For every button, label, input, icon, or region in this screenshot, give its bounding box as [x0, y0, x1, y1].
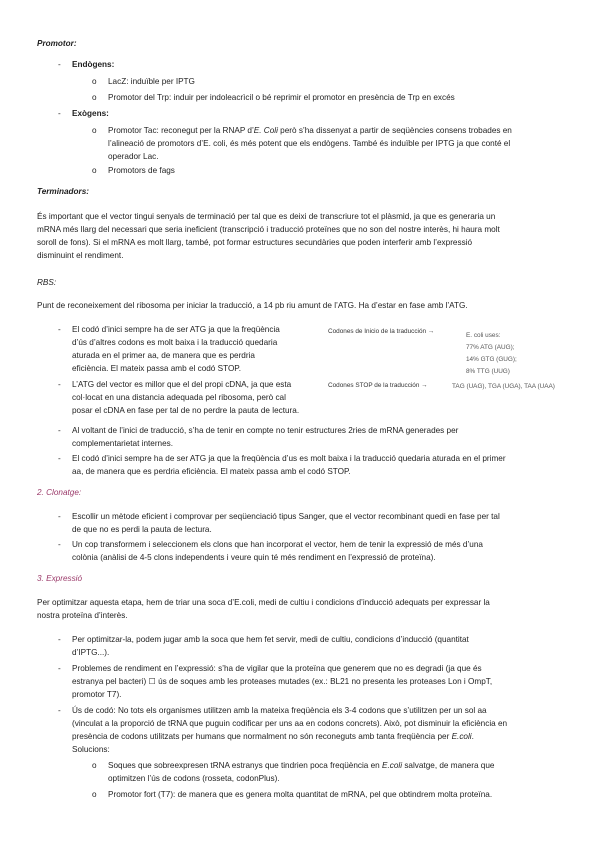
bullet-dash: - [58, 60, 61, 69]
solucio-1-l2: optimitzen l’ús de codons (rosseta, codonPlus). [108, 774, 280, 783]
rbs-b1-l3: aturada en el primer aa, de manera que es perdria [72, 351, 255, 360]
gtg-freq: 14% GTG (GUG); [466, 356, 517, 363]
clonatge-b1-l1: Escollir un mètode eficient i comprovar per seqüenciació tipus Sanger, que el vector recombinant quedi en fase per tal [72, 512, 500, 521]
start-codons-label: Codones de Inicio de la traducción → [328, 328, 435, 335]
stop-codons-label: Codones STOP de la traducción → [328, 382, 428, 389]
ttg-freq: 8% TTG (UUG) [466, 368, 510, 375]
terminadors-line-1: És important que el vector tingui senyals de terminació per tal que es deixi de transcriure tot el plàsmid, ja que es generaria un [37, 212, 496, 221]
rbs-b1-l2: d’ús d’altres codons es molt baixa i la traducció quedaria [72, 338, 278, 347]
tac-line-2: l’alineació de promotors d’E. coli, és més potent que els endògens. També és induïble per IPTG ja que conté el [108, 139, 511, 148]
bullet-dash: - [58, 635, 61, 644]
b3-l3-text: presència de codons utilitzats per humans que normalment no són reconeguts amb tanta freqüència per [72, 732, 452, 741]
terminadors-line-3: soroll de fons). Si el mRNA es molt llarg, també, pot formar estructures secundàries que poden interferir amb l’expressió [37, 238, 473, 247]
clonatge-b2-l2: colònia (anàlisi de 4-5 clons independents i veure quin té més rendiment en l’expressió de proteïna). [72, 553, 436, 562]
bullet-dash: - [58, 454, 61, 463]
tac-line-3: operador Lac. [108, 152, 159, 161]
expressio-b3-l1: Ús de codó: No tots els organismes utilitzen amb la mateixa freqüència els 3-4 codons que s’utilitzen per un sol aa [72, 706, 487, 715]
rbs-b3-l1: Al voltant de l’inici de traducció, s’ha de tenir en compte no tenir estructures 2ries de mRNA generades per [72, 426, 459, 435]
bullet-dash: - [58, 380, 61, 389]
bullet-circle: o [92, 126, 97, 135]
solucio-2-l1: Promotor fort (T7): de manera que es genera molta quantitat de mRNA, pel que obtindrem molta proteïna. [108, 790, 493, 799]
bullet-dash: - [58, 426, 61, 435]
solucio-1-l1 [108, 759, 494, 772]
endogens-item-1: LacZ: induïble per IPTG [108, 77, 195, 86]
expressio-b3-l2: (vinculat a la proporció de tRNA que puguin codificar per uns aa en codons concrets). Això, pot disminuir la eficiència en [72, 719, 508, 728]
tac-rest: però s’ha dissenyat a partir de seqüències consens trobades en [277, 126, 512, 135]
rbs-b3-l2: complementarietat internes. [72, 439, 174, 448]
b3-l3-em: E.coli [451, 732, 472, 741]
rbs-b4-l2: aa, de manera que es perdria eficiència. El mateix passa amb el codó STOP. [72, 467, 351, 476]
clonatge-heading: 2. Clonatge: [37, 488, 82, 497]
s1-em: E.coli [382, 761, 403, 770]
rbs-b1-l1: El codó d’inici sempre ha de ser ATG ja que la freqüència [72, 325, 280, 334]
endogens-item-2: Promotor del Trp: induir per indoleacrìcil o bé reprimir el promotor en presència de Trp en excés [108, 93, 455, 102]
expressio-heading: 3. Expressió [37, 574, 83, 583]
atg-freq: 77% ATG (AUG); [466, 344, 515, 351]
expressio-b3-l4: Solucions: [72, 745, 110, 754]
bullet-circle: o [92, 790, 97, 799]
fags-item: Promotors de fags [108, 166, 175, 175]
rbs-b2-l1: L’ATG del vector es millor que el del propi cDNA, ja que esta [72, 380, 292, 389]
rbs-heading: RBS: [37, 278, 57, 287]
expressio-b1-l2: d’IPTG...). [72, 648, 110, 657]
clonatge-b1-l2: de que no es perdi la pauta de lectura. [72, 525, 212, 534]
b3-l3-end: . [471, 732, 474, 741]
exogens-label: Exògens: [72, 109, 109, 118]
tac-em: E. Coli [253, 126, 278, 135]
terminadors-line-2: mRNA més llarg del necessari que seria ineficient (transcripció i traducció proteïnes que no son del nostre interès, hi haura molt [37, 225, 500, 234]
bullet-dash: - [58, 540, 61, 549]
bullet-dash: - [58, 325, 61, 334]
bullet-circle: o [92, 166, 97, 175]
expressio-intro-l2: nostra proteïna d’interès. [37, 611, 128, 620]
stop-codons-list: TAG (UAG), TGA (UGA), TAA (UAA) [452, 383, 555, 390]
promotor-heading: Promotor: [37, 39, 77, 48]
bullet-circle: o [92, 761, 97, 770]
expressio-b2-l2: estranya pel bacteri) ☐ ús de soques amb les proteases mutades (ex.: BL21 no presenta les proteases Lon i OmpT, [72, 677, 493, 686]
terminadors-line-4: disminuint el rendiment. [37, 251, 124, 260]
rbs-b4-l1: El codó d’inici sempre ha de ser ATG ja que la freqüència d’us es molt baixa i la traducció quedaria aturada en el primer [72, 454, 506, 463]
expressio-b3-l3 [72, 730, 474, 743]
rbs-b2-l2: col·locat en una distancia adequada pel ribosoma, però cal [72, 393, 286, 402]
tac-lead: Promotor Tac: reconegut per la RNAP d’ [108, 126, 254, 135]
bullet-dash: - [58, 512, 61, 521]
expressio-b2-l1: Problemes de rendiment en l’expressió: s’ha de vigilar que la proteïna que generem que no es degradi (ja que és [72, 664, 482, 673]
rbs-intro: Punt de reconeixement del ribosoma per iniciar la traducció, a 14 pb riu amunt de l’ATG. Ha d’estar en fase amb l’ATG. [37, 301, 468, 310]
bullet-dash: - [58, 706, 61, 715]
bullet-dash: - [58, 109, 61, 118]
tac-line-1 [108, 124, 512, 137]
expressio-b1-l1: Per optimitzar-la, podem jugar amb la soca que hem fet servir, medi de cultiu, condicions d’inducció (quantitat [72, 635, 469, 644]
rbs-b2-l3: posar el cDNA en fase per tal de no perdre la pauta de lectura. [72, 406, 300, 415]
rbs-b1-l4: eficiència. El mateix passa amb el codó STOP. [72, 364, 241, 373]
expressio-b2-l3: promotor T7). [72, 690, 122, 699]
terminadors-heading: Terminadors: [37, 187, 90, 196]
clonatge-b2-l1: Un cop transformem i seleccionem els clons que han incorporat el vector, hem de tenir la expressió de més d’una [72, 540, 483, 549]
ecoli-uses: E. coli uses: [466, 332, 501, 339]
bullet-circle: o [92, 77, 97, 86]
endogens-label: Endògens: [72, 60, 115, 69]
s1-end: salvatge, de manera que [402, 761, 495, 770]
expressio-intro-l1: Per optimitzar aquesta etapa, hem de triar una soca d’E.coli, medi de cultiu i condicions d’inducció adequats per expressar la [37, 598, 490, 607]
bullet-dash: - [58, 664, 61, 673]
bullet-circle: o [92, 93, 97, 102]
s1-text: Soques que sobreexpresen tRNA estranys que tindrien poca freqüència en [108, 761, 383, 770]
